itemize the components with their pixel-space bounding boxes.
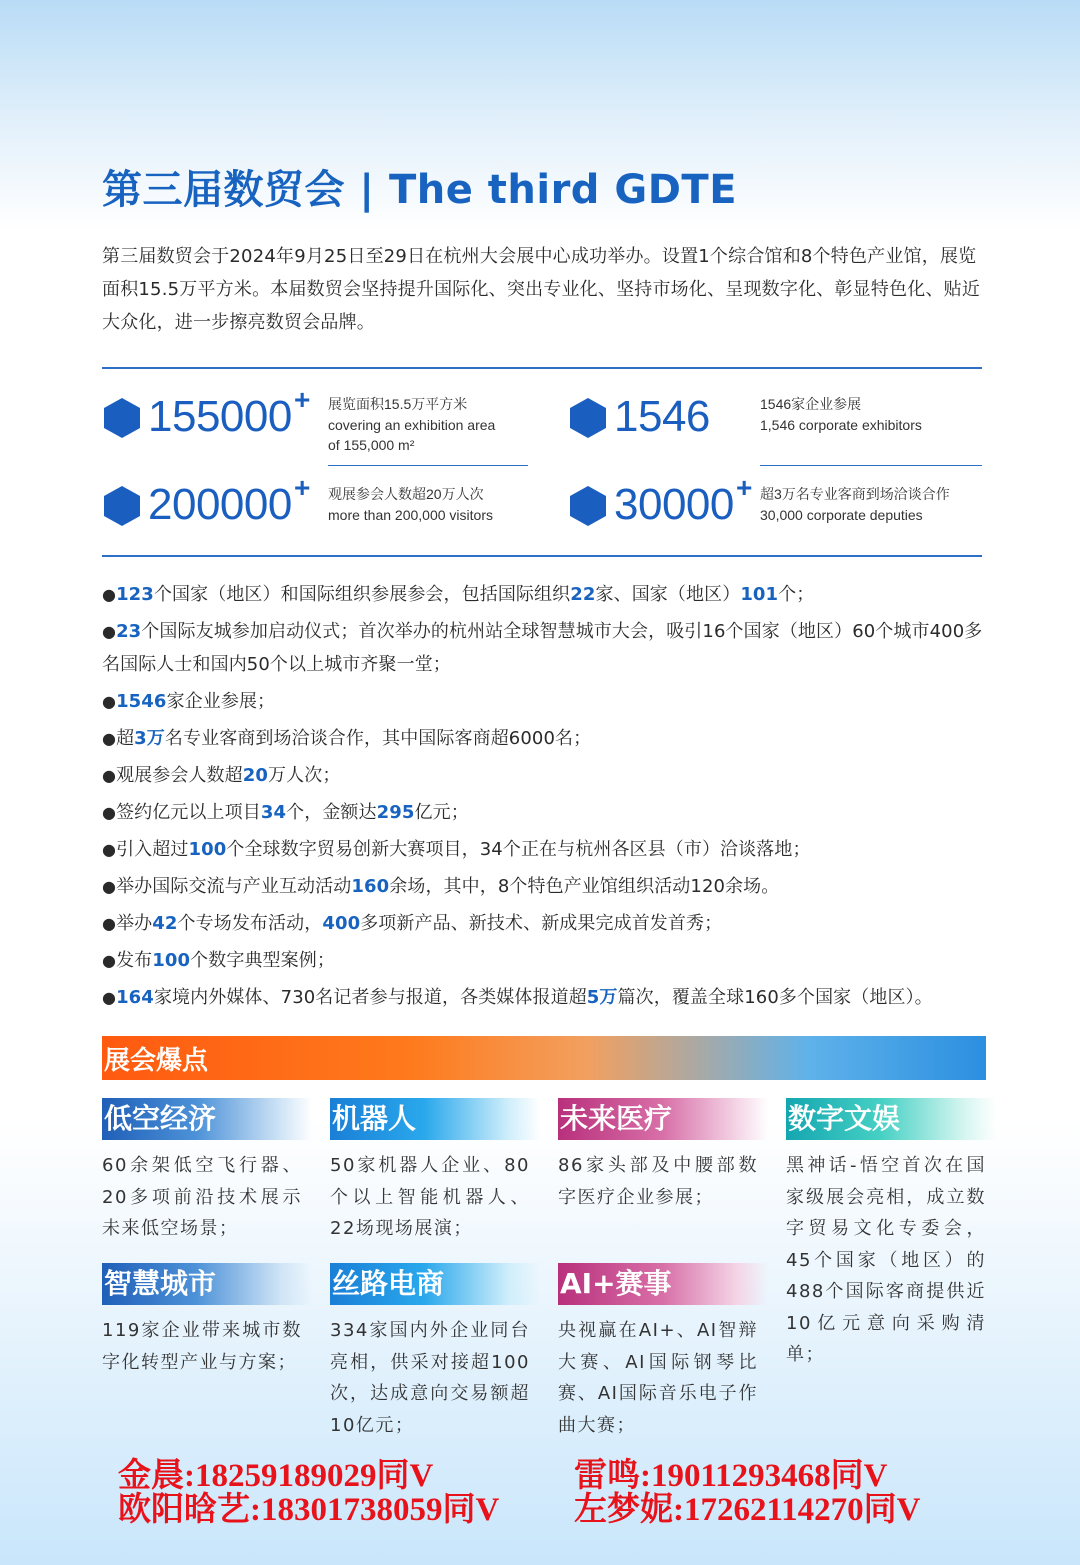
category-text: 50家机器人企业、80个以上智能机器人、22场现场展演； bbox=[330, 1155, 530, 1239]
fact-text: 多项新产品、新技术、新成果完成首发首秀； bbox=[360, 913, 723, 934]
category-future-medical bbox=[558, 1098, 768, 1213]
category-text: 黑神话-悟空首次在国家级展会亮相，成立数字贸易文化专委会，45个国家（地区）的488个国际客商提供近10亿元意向采购清单； bbox=[786, 1155, 986, 1365]
hexagon-icon bbox=[104, 486, 140, 526]
fact-highlight: 164 bbox=[116, 987, 154, 1008]
fact-highlight: 160 bbox=[351, 876, 390, 897]
bullet-dot: ● bbox=[102, 803, 117, 822]
fact-text: 超 bbox=[116, 728, 135, 749]
stats-top-rule bbox=[102, 367, 982, 369]
fact-highlight: 3万 bbox=[134, 728, 165, 749]
contact-3: 雷鸣:19011293468同V bbox=[574, 1458, 888, 1494]
fact-highlight: 400 bbox=[322, 913, 361, 934]
contact-2: 欧阳晗艺:18301738059同V bbox=[118, 1492, 500, 1528]
bullet-dot: ● bbox=[102, 877, 117, 896]
fact-text: 观展参会人数超 bbox=[116, 765, 243, 786]
stat-desc-en-2: of 155,000 m² bbox=[328, 437, 415, 453]
stat-desc-cn: 1546家企业参展 bbox=[760, 396, 862, 412]
fact-text: 个数字典型案例； bbox=[190, 950, 335, 971]
fact-text: 个国家（地区）和国际组织参展参会，包括国际组织 bbox=[153, 584, 571, 605]
fact-highlight: 1546 bbox=[116, 691, 167, 712]
contact-1: 金晨:18259189029同V bbox=[118, 1458, 434, 1494]
fact-item bbox=[102, 615, 986, 681]
facts-list bbox=[102, 578, 986, 1018]
fact-text: 亿元； bbox=[414, 802, 469, 823]
stat-desc-en: 1,546 corporate exhibitors bbox=[760, 417, 922, 433]
fact-highlight: 5万 bbox=[586, 987, 618, 1008]
category-silk-road-ecommerce bbox=[330, 1263, 540, 1441]
stats-bottom-rule bbox=[102, 555, 982, 557]
category-title: 低空经济 bbox=[102, 1098, 312, 1140]
bullet-dot: ● bbox=[102, 622, 117, 641]
fact-text: 签约亿元以上项目 bbox=[116, 802, 261, 823]
fact-item bbox=[102, 685, 986, 718]
stat-desc-cn: 超3万名专业客商到场洽谈合作 bbox=[760, 486, 950, 502]
category-title: 丝路电商 bbox=[330, 1263, 540, 1305]
highlights-banner bbox=[102, 1036, 986, 1080]
fact-text: 篇次，覆盖全球160多个国家（地区）。 bbox=[617, 987, 933, 1008]
fact-text: 举办 bbox=[116, 913, 153, 934]
contact-4: 左梦妮:17262114270同V bbox=[574, 1492, 921, 1528]
fact-text: 引入超过 bbox=[116, 839, 189, 860]
category-ai-competitions bbox=[558, 1263, 768, 1441]
page-title: 第三届数贸会 | The third GDTE bbox=[102, 167, 738, 213]
category-digital-entertainment bbox=[786, 1098, 996, 1371]
fact-text: 个，金额达 bbox=[286, 802, 377, 823]
fact-item bbox=[102, 981, 986, 1014]
category-title: 数字文娱 bbox=[786, 1098, 996, 1140]
bullet-dot: ● bbox=[102, 914, 117, 933]
category-robots bbox=[330, 1098, 540, 1245]
fact-item bbox=[102, 870, 986, 903]
bullet-dot: ● bbox=[102, 585, 117, 604]
fact-highlight: 23 bbox=[116, 621, 142, 642]
fact-text: 家企业参展； bbox=[166, 691, 276, 712]
category-title: 未来医疗 bbox=[558, 1098, 768, 1140]
fact-text: 个国际友城参加启动仪式；首次举办的杭州站全球智慧城市大会，吸引16个国家（地区）60个城市400多名国际人士和国内50个以上城市齐聚一堂； bbox=[102, 621, 983, 675]
bullet-dot: ● bbox=[102, 766, 117, 785]
stat-desc-cn: 观展参会人数超20万人次 bbox=[328, 486, 484, 502]
stat-plus: + bbox=[294, 384, 311, 415]
category-smart-city bbox=[102, 1263, 312, 1378]
fact-text: 举办国际交流与产业互动活动 bbox=[116, 876, 352, 897]
fact-item bbox=[102, 907, 986, 940]
fact-item bbox=[102, 578, 986, 611]
stat-desc-en: more than 200,000 visitors bbox=[328, 507, 493, 523]
hexagon-icon bbox=[104, 398, 140, 438]
fact-text: 家、国家（地区） bbox=[595, 584, 741, 605]
stat-desc-en: covering an exhibition area bbox=[328, 417, 496, 433]
stat-divider bbox=[328, 465, 528, 466]
fact-text: 个； bbox=[778, 584, 815, 605]
stat-value: 30000 bbox=[614, 480, 734, 529]
fact-item bbox=[102, 759, 986, 792]
bullet-dot: ● bbox=[102, 692, 117, 711]
fact-highlight: 100 bbox=[188, 839, 227, 860]
stat-value: 200000 bbox=[148, 480, 292, 529]
fact-text: 发布 bbox=[116, 950, 153, 971]
category-text: 86家头部及中腰部数字医疗企业参展； bbox=[558, 1155, 758, 1208]
fact-highlight: 100 bbox=[152, 950, 191, 971]
fact-highlight: 20 bbox=[242, 765, 269, 786]
fact-highlight: 22 bbox=[570, 584, 596, 605]
fact-highlight: 295 bbox=[376, 802, 415, 823]
bullet-dot: ● bbox=[102, 951, 117, 970]
fact-text: 余场，其中，8个特色产业馆组织活动120余场。 bbox=[389, 876, 780, 897]
bullet-dot: ● bbox=[102, 840, 117, 859]
fact-item bbox=[102, 944, 986, 977]
fact-highlight: 34 bbox=[260, 802, 287, 823]
fact-item bbox=[102, 796, 986, 829]
fact-text: 名专业客商到场洽谈合作，其中国际客商超6000名； bbox=[164, 728, 592, 749]
category-text: 119家企业带来城市数字化转型产业与方案； bbox=[102, 1320, 302, 1373]
category-title: 机器人 bbox=[330, 1098, 540, 1140]
bullet-dot: ● bbox=[102, 729, 117, 748]
category-title: 智慧城市 bbox=[102, 1263, 312, 1305]
category-title: AI+赛事 bbox=[558, 1263, 768, 1305]
fact-text: 万人次； bbox=[268, 765, 341, 786]
intro-paragraph: 第三届数贸会于2024年9月25日至29日在杭州大会展中心成功举办。设置1个综合馆和8个特色产业馆，展览面积15.5万平方米。本届数贸会坚持提升国际化、突出专业化、坚持市场化、呈现数字化、彰显特色化、贴近大众化，进一步擦亮数贸会品牌。 bbox=[102, 246, 981, 333]
category-low-altitude bbox=[102, 1098, 312, 1245]
fact-highlight: 123 bbox=[116, 584, 154, 605]
fact-highlight: 101 bbox=[740, 584, 779, 605]
category-text: 央视赢在AI+、AI智辩大赛、AI国际钢琴比赛、AI国际音乐电子作曲大赛； bbox=[558, 1320, 758, 1436]
stat-value: 1546 bbox=[614, 392, 710, 441]
highlights-title: 展会爆点 bbox=[104, 1046, 209, 1076]
fact-text: 家境内外媒体、730名记者参与报道，各类媒体报道超 bbox=[153, 987, 587, 1008]
stat-divider bbox=[760, 465, 982, 466]
fact-text: 个专场发布活动， bbox=[177, 913, 323, 934]
fact-item bbox=[102, 833, 986, 866]
fact-item bbox=[102, 722, 986, 755]
hexagon-icon bbox=[570, 486, 606, 526]
stat-desc-cn: 展览面积15.5万平方米 bbox=[328, 396, 468, 412]
fact-highlight: 42 bbox=[152, 913, 178, 934]
stat-plus: + bbox=[736, 472, 753, 503]
category-text: 60余架低空飞行器、20多项前沿技术展示未来低空场景； bbox=[102, 1155, 302, 1239]
bullet-dot: ● bbox=[102, 988, 117, 1007]
category-text: 334家国内外企业同台亮相，供采对接超100次，达成意向交易额超10亿元； bbox=[330, 1320, 530, 1436]
fact-text: 个全球数字贸易创新大赛项目，34个正在与杭州各区县（市）洽谈落地； bbox=[226, 839, 811, 860]
stat-value: 155000 bbox=[148, 392, 292, 441]
stat-plus: + bbox=[294, 472, 311, 503]
stat-desc-en: 30,000 corporate deputies bbox=[760, 507, 923, 523]
hexagon-icon bbox=[570, 398, 606, 438]
